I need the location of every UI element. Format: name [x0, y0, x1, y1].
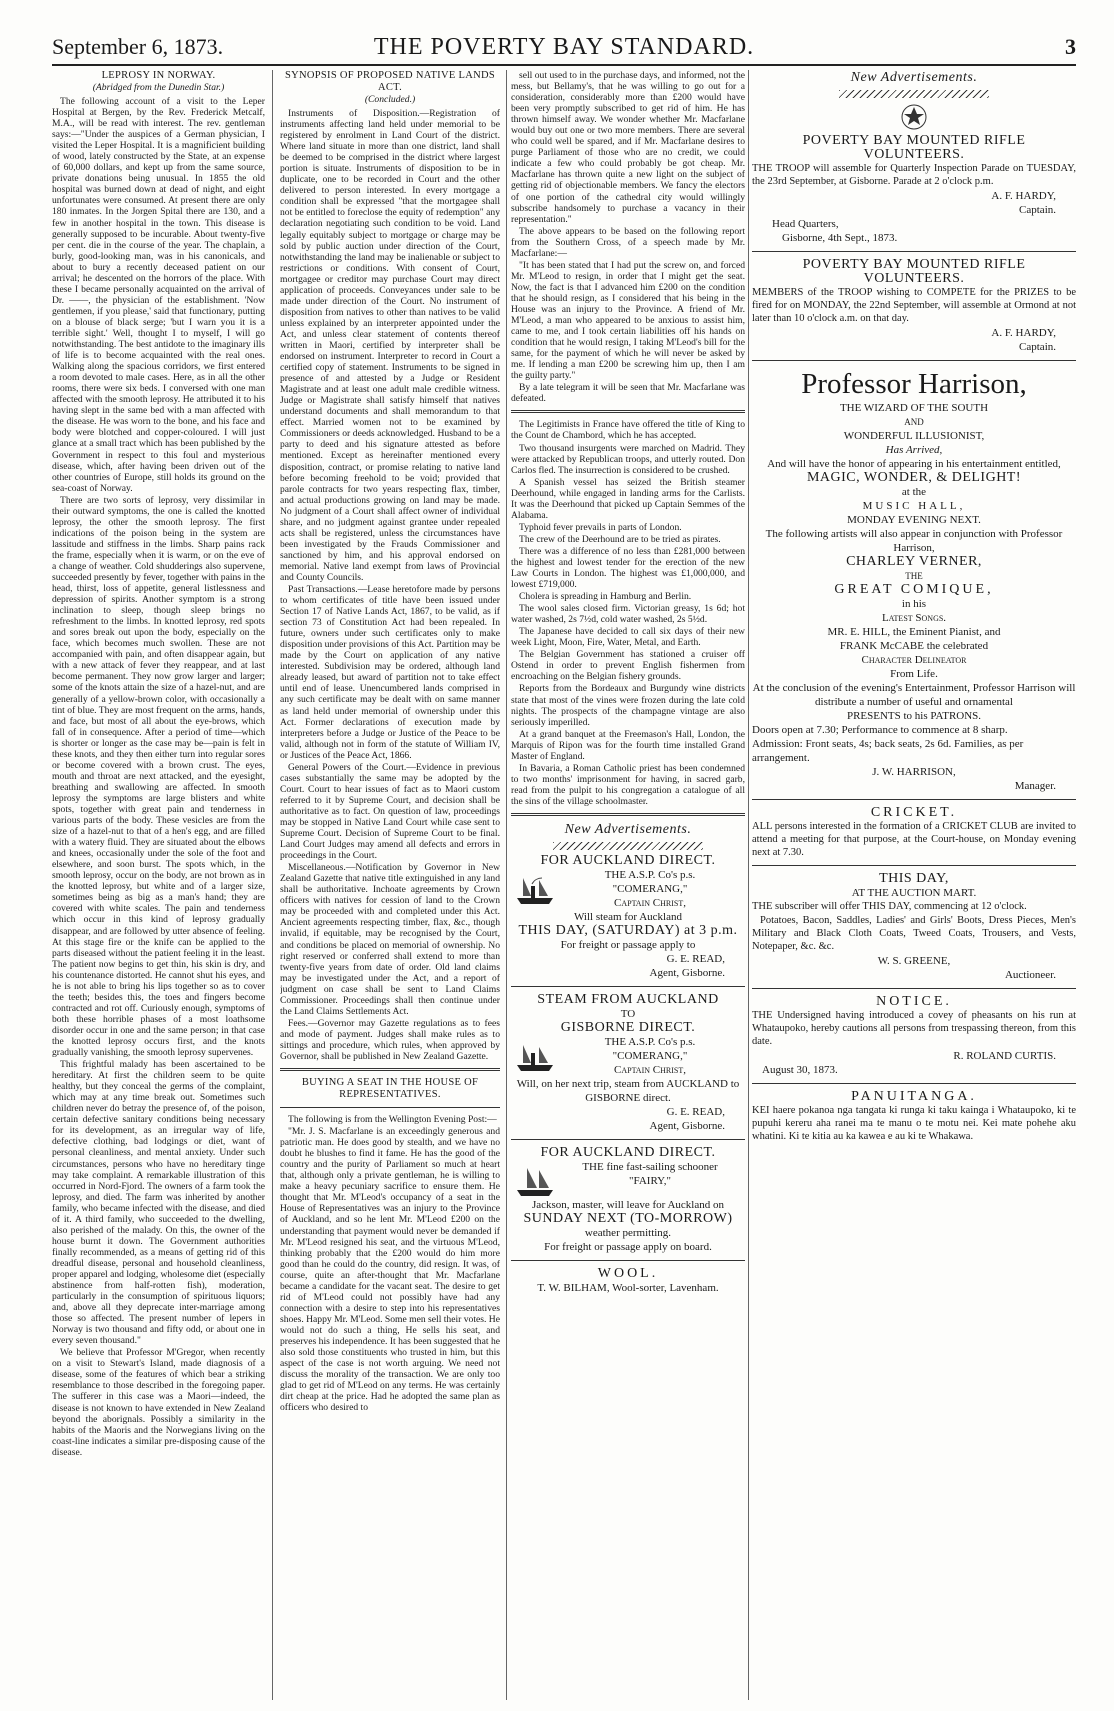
crest-icon [884, 102, 944, 132]
shipping-ad [511, 854, 745, 980]
section-rule [511, 1139, 745, 1140]
article-paragraph: "It has been stated that I had put the screw on, and forced Mr. M'Leod to resign, in order that I might get the seat. Now, the fact is that I advanced him £200 on the condition that he should resign, as I considered that his being in the House was an injury to the Province. A friend of Mr. M'Leod, a man who appeared to be anxious to assist him, came to me, and I took certain liabilities off his hands on condition that he would resign, I taking M'Leod's bill for the same, for the payment of which he will never be asked by me. If lending a man £200 be screwing him up, then I am the guilty party." [511, 259, 745, 382]
ad-line: Will, on her next trip, steam from AUCKLAND to GISBORNE direct. [516, 1078, 740, 1104]
article-headline: BUYING A SEAT IN THE HOUSE OF REPRESENTATIVES. [301, 1077, 479, 1101]
ad-body: THE Undersigned having introduced a covey of pheasants on his run at Whataupoko, hereby cautions all persons from trespassing thereon, from this date. [752, 1010, 1076, 1047]
news-item: The wool sales closed firm. Victorian greasy, 1s 6d; hot water washed, 2s 7½d, cold water washed, 2s 5½d. [511, 603, 745, 626]
ad-line: Gisborne, 4th Sept., 1873. [782, 232, 898, 244]
ad-title: Professor Harrison, [801, 368, 1027, 400]
ad-title: CRICKET. [870, 805, 958, 820]
article-paragraph: Instruments of Disposition.—Registration of instruments affecting land held under memorial to be registered by enrolment in Land Court of the district. Where land situate in more than one district, land shall be deemed to be comprised in the district where largest portion is situate. Instruments of disposition to be in duplicate, one to be recorded in Court and the other delivered to person interested. In every mortgage a condition shall be expressed "that the mortgagee shall not be entitled to foreclose the equity of redemption" any declaration negotiating such condition to be void. Land legally equitably subject to mortgage or charge may be sold by public auction under direction of the Court, notwithstanding the land may be inalienable or subject to restrictions or conditions. With consent of Court, mortgagee or creditor may purchase Court may direct application of proceeds. Conveyances under sale to be made under direction of the Court. No instrument of disposition from natives to other than natives to be valid unless explained by an interpreter appointed under the Act, and unless clear statement of contents thereof written in Maori, certified by interpreter shall be endorsed on instrument. Interpreter to record in Court a certified copy of statement. Instruments to be signed in presence of and attested by a Judge or Resident Magistrate and at least one adult male credible witness. Judge or Magistrate shall satisfy himself that natives understand documents and shall memorandum to that effect. Married women not to be examined by Commissioners or deeds acknowledged. Husband to be a party to deed and his signature attested as before mentioned. Except as hereinafter mentioned every disposition, contract, or promise relating to native land before becoming freehold to be void; provided that parole contracts for two years respecting flax, timber, and actual productions growing on land may be made. No judgment of a Court shall affect owner of individual share, and no judgment against grantee under repealed acts shall be registered, unless the circumstances have been investigated by the Frauds Commissioner and sanctioned by him, and his approval endorsed on memorial. Native land exempt from laws of Provincial and County Councils. [280, 108, 500, 583]
ad-body: THE TROOP will assemble for Quarterly Inspection Parade on TUESDAY, the 23rd September, at Gisborne. Parade at 2 o'clock p.m. [752, 163, 1076, 187]
ad-line: SUNDAY NEXT (TO-MORROW) [523, 1211, 733, 1226]
article-paragraph: There are two sorts of leprosy, very dissimilar in their outward symptoms, the one is called the knotted leprosy, the other the smooth leprosy. The first indications of the poison being in the system are lassitude and stiffness in the limbs. Sharp pains rack the frame, especially when it is warm, or on the eve of a change of weather. Cold shudderings also supervene, succeeded presently by fever, together with pains in the head, thirst, loss of appetite, general listlessness and depression of spirits. Another symptom is a strong inclination to sleep, though sleep brings no refreshment to the limbs. In knotted leprosy, red spots and sores break out upon the body, especially on the face, which becomes much swollen. These are not accompanied with pain, and often disappear again, but with a new attack of fever they reappear, and at last become permanent. They now grow larger and larger; some of the knots attain the size of a hazel-nut, and are generally of a yellow-brown color, with occasionally a tint of blue. They are most frequent on the arms, hands, and face, but most of all about the eye-brows, which fall of in consequence. After a period of time—which is shorter or longer as the case may be—pain is felt in these knots, and they then either turn into regular sores or become covered with a brown crust. The eyes, mouth and throat are next attacked, and the eyesight, breathing and swallowing are affected. In smooth leprosy the symptoms are large blisters and white spots, together with great pain and tenderness in various parts of the body. These vesicles are from the size of a hazel-nut to that of a hen's egg, and are filled with a watery fluid. They are situated about the elbows and knees, occasionally under the sole of the foot and elsewhere, and soon burst. The spots which, in the smooth leprosy, occur on the body, are not brown as in the knotted leprosy, but white and of a larger size, sometimes being as big as a man's hand; they are covered with white scales. The pain and tenderness which occur in this kind of leprosy gradually disappear, and are followed by utter absence of feeling. At this stage fire or the knife can be applied to the parts diseased without the patient feeling it in the least. The patient now begins to get thin, his skin is dry, and his countenance distorted. He cannot shut his eyes, and he is not able to bring his lips together so as to cover the teeth; besides this, the toes and fingers become contracted and rot off. Curiously enough, symptoms of both these horrible phases of a most loathsome disorder occur in one and the same person; in that case the knotted leprosy occurs first, and the knots gradually vanishing, the smooth leprosy supervenes. [52, 494, 265, 1059]
ad-line: THE [905, 571, 923, 581]
ad-line: MAGIC, WONDER, & DELIGHT! [806, 470, 1022, 485]
ad-title: PANUITANGA. [851, 1089, 977, 1104]
ad-line: "FAIRY," [629, 1175, 671, 1187]
ad-line: THE A.S.P. Co's p.s. [604, 1036, 696, 1048]
steamship-icon [515, 872, 555, 906]
ad-title: WOOL. [597, 1266, 659, 1281]
article-paragraph: The above appears to be based on the following report from the Southern Cross, of a speech made by Mr. Macfarlane:— [511, 225, 745, 259]
section-rule [752, 799, 1076, 800]
news-item: The crew of the Deerhound are to be tried as pirates. [519, 533, 721, 545]
ad-body: ALL persons interested in the formation of a CRICKET CLUB are invited to attend a meeting for that purpose, at the Court-house, on Monday evening next at 7.30. [752, 821, 1076, 858]
magician-ad [752, 367, 1076, 793]
ad-line: Latest Songs. [881, 612, 947, 624]
ad-line: At the conclusion of the evening's Entertainment, Professor Harrison will distribute a number of useful and ornamental [752, 682, 1076, 708]
article-source: (Abridged from the Dunedin Star.) [92, 82, 225, 93]
ad-line: THIS DAY, (SATURDAY) at 3 p.m. [518, 923, 738, 938]
column-2 [280, 70, 500, 1700]
ad-signature: J. W. HARRISON, [872, 766, 956, 778]
steamship-icon [515, 1039, 555, 1073]
article-paragraph: By a late telegram it will be seen that Mr. Macfarlane was defeated. [511, 382, 745, 405]
news-item: Cholera is spreading in Hamburg and Berlin. [519, 591, 692, 603]
ad-body: KEI haere pokanoa nga tangata ki runga ki taku kainga i Whataupoko, ki te pupuhi kereru aha ranei ma te manu o te motu nei. Kei mate pohehe aku whatini. Ki te kitia au ka kawea e au ki te Whakawa. [752, 1105, 1076, 1142]
ad-title: POVERTY BAY MOUNTED RIFLE VOLUNTEERS. [802, 133, 1026, 162]
ornament-rule [553, 842, 703, 850]
ad-body: Potatoes, Bacon, Saddles, Ladies' and Girls' Boots, Dress Pieces, Men's Military and Black Cloth Coats, Tweed Coats, Trousers, and Vests, Notepaper, &c. &c. [752, 915, 1076, 952]
ad-line: Captain Christ, [614, 897, 686, 909]
article-paragraph: We believe that Professor M'Gregor, when recently on a visit to Stewart's Island, made diagnosis of a disease, some of the features of which bear a striking resemblance to those described in the foregoing paper. The sufferer in this case was a Maori—indeed, the disease is not known to have extended in New Zealand beyond the aborignals. Possibly a similarity in the habits of the Maoris and the Norwegians living on the coast-line indicates a similar pre-disposing cause of the disease. [52, 1347, 265, 1458]
news-item: There was a difference of no less than £281,000 between the highest and lowest tender for the erection of the new Law Courts in London. The highest was £1,000,000, and lowest £719,000. [511, 545, 745, 591]
ad-line: TO [620, 1008, 636, 1020]
ad-line: FRANK McCABE the celebrated [839, 640, 989, 652]
article-paragraph: "Mr. J. S. Macfarlane is an exceedingly generous and patriotic man. He does good by stealth, and we have no doubt he blushes to find it fame. He has the good of the country and the purity of Parliament so much at heart that, although only a private gentleman, he is willing to make a heavy pecuniary sacrifice to ensure them. He thought that Mr. M'Leod's occupancy of a seat in the House of Representatives was an injury to the Province of Auckland, and so he lent Mr. M'Leod £200 on the understanding that payment would never be demanded if Mr. M'Leod resigned his seat, and the virtuous M'Leod, thinking probably that the £200 would do him more good than he could do the country, did resign. It was, of course, quite an after-thought that Mr. Macfarlane became a candidate for the vacant seat. The desire to get rid of M'Leod could not possibly have had any connection with a desire to step into his representatives shoes. Happy Mr. M'Leod. Some men sell their votes. He would not do such a thing, He sells his seat, and preserves his independence. It has been suggested that he also sold those constituents who trusted in him, but this aspect of the case is not worth arguing. We need not discuss the morality of the transaction. We are only too glad to get rid of M'Leod on any terms. He was certainly dirt cheap at the price. Had he adopted the same plan as officers who desired to [280, 1126, 500, 1414]
news-item: A Spanish vessel has seized the British steamer Deerhound, while engaged in landing arms for the Carlists. It was the Deerhound that picked up Captain Semmes of the Alabama. [511, 476, 745, 521]
column-3 [511, 70, 745, 1700]
ad-line: THE WIZARD OF THE SOUTH [839, 402, 989, 414]
ad-line: From Life. [890, 668, 938, 680]
ad-line: Admission: Front seats, 4s; back seats, 2s 6d. Families, as per arrangement. [752, 738, 1024, 764]
section-heading: New Advertisements. [850, 70, 978, 85]
ad-line: AT THE AUCTION MART. [851, 887, 977, 899]
news-item: The Legitimists in France have offered the title of King to the Count de Chambord, which he has accepted. [511, 419, 745, 442]
ad-line: For freight or passage apply on board. [544, 1241, 712, 1253]
volunteers-notice [752, 134, 1076, 245]
ad-line: Head Quarters, [772, 218, 839, 230]
panuitanga-ad [752, 1090, 1076, 1143]
section-rule [752, 865, 1076, 866]
ad-rank: Captain. [1019, 341, 1056, 353]
ornament-rule [839, 90, 989, 98]
ad-line: For freight or passage apply to [560, 939, 696, 951]
section-rule [280, 1107, 500, 1108]
ad-line: T. W. BILHAM, Wool-sorter, Lavenham. [537, 1282, 719, 1294]
ad-line: THE fine fast-sailing schooner [582, 1161, 718, 1173]
article-paragraph: Past Transactions.—Lease heretofore made by persons to whom certificates of title have been issued under Section 17 of Native Lands Act, 1867, to be valid, as if section 73 of Constitution Act had been repealed. In future, owners under such certificates only to make disposition under provisions of this Act. Partition may be made by the Court on application of any native interested. Subdivision may be ordered, although land already leased, but award of partition not to take effect until end of lease. Unencumbered lands comprised in any such certificate may be dealt with on same manner as land held under memorial of ownership under this Act. Former declarations of execution made by interpreters before a Judge or Justice of the Peace to be valid, although not in form of the statute of William IV, or Justices of the Peace Act, 1866. [280, 584, 500, 761]
ad-line: G. E. READ, [666, 1106, 725, 1118]
ad-line: Doors open at 7.30; Performance to commence at 8 sharp. [752, 724, 1008, 736]
column-4 [752, 70, 1076, 1700]
article-paragraph: sell out used to in the purchase days, and informed, not the mess, but Bellamy's, that he was willing to go out for a consideration, considerably more than £200 would have been very promptly subscribed to get rid of him. He has thrown himself away. We wonder whether Mr. Macfarlane would buy out one or two more members. There are several who could well be spared, and if Mr. Macfarlane desires to purge Parliament of those who are no credit, we could indicate a few who could probably be got cheap. Mr. Macfarlane has thrown quite a new light on the subject of getting rid of objectionable members. We fancy the electors of one portion of the cathedral city would willingly subscribe handsomely to purchase a vacancy in their representation." [511, 70, 745, 225]
ad-rank: Captain. [1019, 204, 1056, 216]
ad-line: weather permitting. [584, 1227, 672, 1239]
ad-signature: R. ROLAND CURTIS. [953, 1050, 1056, 1062]
volunteers-notice [752, 258, 1076, 354]
masthead-title: THE POVERTY BAY STANDARD. [373, 34, 755, 60]
ad-line: in his [901, 598, 927, 610]
ad-line: THE A.S.P. Co's p.s. [604, 869, 696, 881]
masthead-date: September 6, 1873. [52, 34, 224, 59]
ad-rank: Manager. [1014, 780, 1056, 792]
shipping-ad [511, 993, 745, 1133]
ad-line: GREAT COMIQUE, [834, 582, 994, 597]
ad-line: "COMERANG," [612, 883, 688, 895]
ad-line: The following artists will also appear in conjunction with Professor Harrison, [765, 528, 1063, 554]
news-item: Typhoid fever prevails in parts of London. [519, 521, 682, 533]
ad-line: Agent, Gisborne. [649, 967, 725, 979]
ad-line: And will have the honor of appearing in his entertainment entitled, [767, 458, 1061, 470]
section-rule [511, 813, 745, 816]
article-headline: SYNOPSIS OF PROPOSED NATIVE LANDS ACT. [284, 70, 496, 93]
article-paragraph: Miscellaneous.—Notification by Governor in New Zealand Gazette that native title extinguished in any land shall be authoritative. Inchoate agreements by Crown officers with natives for cession of land to the Crown may be proceeded with and completed under this Act. Ancient agreements respecting timber, flax, &c., though invalid, if equitable, may be recognised by the Court, and conditions be placed on memorial of ownership. No right reserved or conferred shall extend to more than twenty-five years from date of order. Old land claims may be investigated under the Act, and a report of judgment on case shall be sent to Land Claims Commissioner. Proceedings shall then continue under the Land Claims Settlements Act. [280, 862, 500, 1017]
article-subtitle: (Concluded.) [364, 94, 416, 105]
ad-line: Jackson, master, will leave for Auckland on [531, 1199, 724, 1211]
news-item: Reports from the Bordeaux and Burgundy wine districts state that most of the vines were frozen during the late cold nights. The prospects of the champagne vintage are also seriously imperilled. [511, 683, 745, 728]
ad-line: AND [904, 417, 924, 427]
news-item: In Bavaria, a Roman Catholic priest has been condemned to two months' imprisonment for having, in sacred garb, read from the pulpit to his congregation a catalogue of all the sins of the village schoolmaster. [511, 762, 745, 807]
ad-line: Has Arrived, [885, 444, 943, 456]
news-item: At a grand banquet at the Freemason's Hall, London, the Marquis of Ripon was for the fourth time installed Grand Master of England. [511, 728, 745, 762]
ad-line: Captain Christ, [614, 1064, 686, 1076]
ad-line: G. E. READ, [666, 953, 725, 965]
wool-ad [511, 1267, 745, 1295]
ad-line: MONDAY EVENING NEXT. [847, 514, 981, 526]
news-item: The Japanese have decided to call six days of their new week Light, Moon, Fire, Water, Metal, and Earth. [511, 626, 745, 649]
section-rule [280, 1068, 500, 1071]
section-heading: New Advertisements. [564, 822, 692, 837]
notice-ad [752, 995, 1076, 1077]
section-rule [752, 1083, 1076, 1084]
ad-body: MEMBERS of the TROOP wishing to COMPETE for the PRIZES to be fired for on MONDAY, the 22nd September, will assemble at Ormond at not later than 10 o'clock a.m. on that day. [752, 287, 1076, 324]
news-item: The Belgian Government has stationed a cruiser off Ostend in order to prevent English fishermen from encroaching on the Belgian fishery grounds. [511, 649, 745, 683]
column-divider [748, 70, 749, 1700]
ad-line: Will steam for Auckland [573, 911, 682, 923]
section-rule [511, 986, 745, 987]
ad-line: MR. E. HILL, the Eminent Pianist, and [827, 626, 1001, 638]
ad-body: THE subscriber will offer THIS DAY, commencing at 12 o'clock. [752, 901, 1027, 912]
cricket-ad [752, 806, 1076, 859]
article-paragraph: Fees.—Governor may Gazette regulations as to fees and mode of payment. Judges shall make rules as to sittings and procedure, which rules, when approved by Governor, shall be published in New Zealand Gazette. [280, 1017, 500, 1062]
article-paragraph: The following is from the Wellington Evening Post:— [288, 1114, 497, 1126]
column-divider [506, 70, 507, 1700]
page-number: 3 [1065, 34, 1076, 59]
ad-signature: W. S. GREENE, [877, 955, 951, 967]
ad-line: CHARLEY VERNER, [846, 554, 982, 569]
ad-line: August 30, 1873. [762, 1064, 838, 1076]
ad-signature: A. F. HARDY, [991, 190, 1056, 202]
column-1 [52, 70, 265, 1700]
section-rule [752, 360, 1076, 361]
ad-title: THIS DAY, [879, 871, 949, 886]
ad-signature: A. F. HARDY, [991, 327, 1056, 339]
ad-line: WONDERFUL ILLUSIONIST, [843, 430, 985, 442]
schooner-icon [515, 1164, 555, 1198]
ad-line: "COMERANG," [612, 1050, 688, 1062]
article-paragraph: This frightful malady has been ascertained to be hereditary. At first the children seem to be quite healthy, but they conceal the germs of the complaint, which may at any time break out. Sometimes such children never do betray the presence of, of the poison, certain defective sanitary conditions being necessary for its development, as an irregular way of life, defective clothing, bad lodgings or diet, want of personal cleanliness, and mental anxiety. Under such circumstances, persons who have no hereditary tinge may take complaint. A remarkable illustration of this occurred in Nord-Fjord. The owners of a farm took the leprosy, and died. The farm was inherited by another family, who became infected with the disease, and died of it. A third family, who succeeded to the dwelling, also perished of the malady. On this, the owner of the house burnt it down. The Government authorities finally recommended, as a means of getting rid of this dreadful disease, personal and household cleanliness, proper apparel and lodging, wholesome diet (especially abstinence from half-rotten fish), moderation, particularly in the consumption of spirituous liquors; and, above all they deprecate inter-marriage among those so affected. The present number of lepers in Norway is two thousand and fifty odd, or about one in every seven thousand." [52, 1059, 265, 1347]
ad-line: Character Delineator [861, 654, 967, 666]
news-item: Two thousand insurgents were marched on Madrid. They were attacked by Republican troops, and utterly routed. Don Carlos fled. The insurrection is considered to be crushed. [511, 442, 745, 476]
shipping-ad [511, 1146, 745, 1254]
section-rule [511, 1260, 745, 1261]
masthead [52, 34, 1076, 66]
ad-line: MUSIC HALL, [862, 500, 966, 512]
section-rule [511, 410, 745, 413]
ad-rank: Auctioneer. [1004, 969, 1056, 981]
ad-title: FOR AUCKLAND DIRECT. [540, 853, 716, 868]
section-rule [752, 251, 1076, 252]
section-rule [752, 988, 1076, 989]
ad-line: GISBORNE DIRECT. [560, 1020, 696, 1035]
article-paragraph: The following account of a visit to the Leper Hospital at Bergen, by the Rev. Frederick Metcalf, M.A., will be read with interest. The rev. gentleman says:—"Under the auspices of a German physician, I visited the Leper Hospital. It is a magnificient building of wood, lately constructed by the State, at an expense of 60,000 dollars, and kept up from the same source, private donations being unusual. In 1855 the old hospital was burned down at dead of night, and eight unfortunates were consumed. At present there are only 180 inmates. In the Jorgen Spital there are 130, and a few in another hospital in the town. This disease is generally supposed to be incurable. About twenty-five per cent. die in the course of the year. The chaplain, a burly, good-looking man, was in his canonicals, and about to bury a recently deceased patient on our arrival; he descented on the horrors of the place. With these I became personally acquainted on the arrival of Dr. ——, the physician of the establishment. 'Now gentlemen, if you please,' said that functionary, putting on a blouse of black serge; 'but I warn you it is a terrible sight.' Well, thought I to myself, I will go notwithstanding. The best antidote to the imaginary ills of life is to become acquainted with the real ones. Walking along the spacious corridors, we first entered a room devoted to male cases. Here, as in all the other rooms, there were six beds. I conversed with one man affected with the smooth leprosy. He attributed it to his having slept in the same bed with a man affected with the disease. He was worn to the bone, and his face and body were blotched and copper-coloured. I will just glance at a small tract which has been published by the Government in respect to this foul and mysterious disease, which, after having been driven out of the other countries of Europe, still holds its ground on the sea-coast of Norway. [52, 96, 265, 494]
ad-line: Agent, Gisborne. [649, 1120, 725, 1132]
auction-ad [752, 872, 1076, 982]
ad-line: at the [901, 486, 927, 498]
ad-title: STEAM FROM AUCKLAND [537, 992, 719, 1007]
article-paragraph: General Powers of the Court.—Evidence in previous cases substantially the same may be adopted by the Court. Court to hear issues of fact as to Maori custom referred to it by Supreme Court, and decision shall be authoritative as to fact. On question of law, proceedings may be stopped in Native Land Court while case sent to Supreme Court. Decision of Supreme Court to be final. Land Court Judges may amend all defects and errors in proceedings in the Court. [280, 761, 500, 862]
ad-title: NOTICE. [876, 994, 952, 1009]
ad-title: POVERTY BAY MOUNTED RIFLE VOLUNTEERS. [802, 257, 1026, 286]
ad-line: PRESENTS to his PATRONS. [846, 710, 982, 722]
article-headline: LEPROSY IN NORWAY. [101, 70, 216, 81]
column-divider [272, 70, 273, 1700]
ad-title: FOR AUCKLAND DIRECT. [540, 1145, 716, 1160]
